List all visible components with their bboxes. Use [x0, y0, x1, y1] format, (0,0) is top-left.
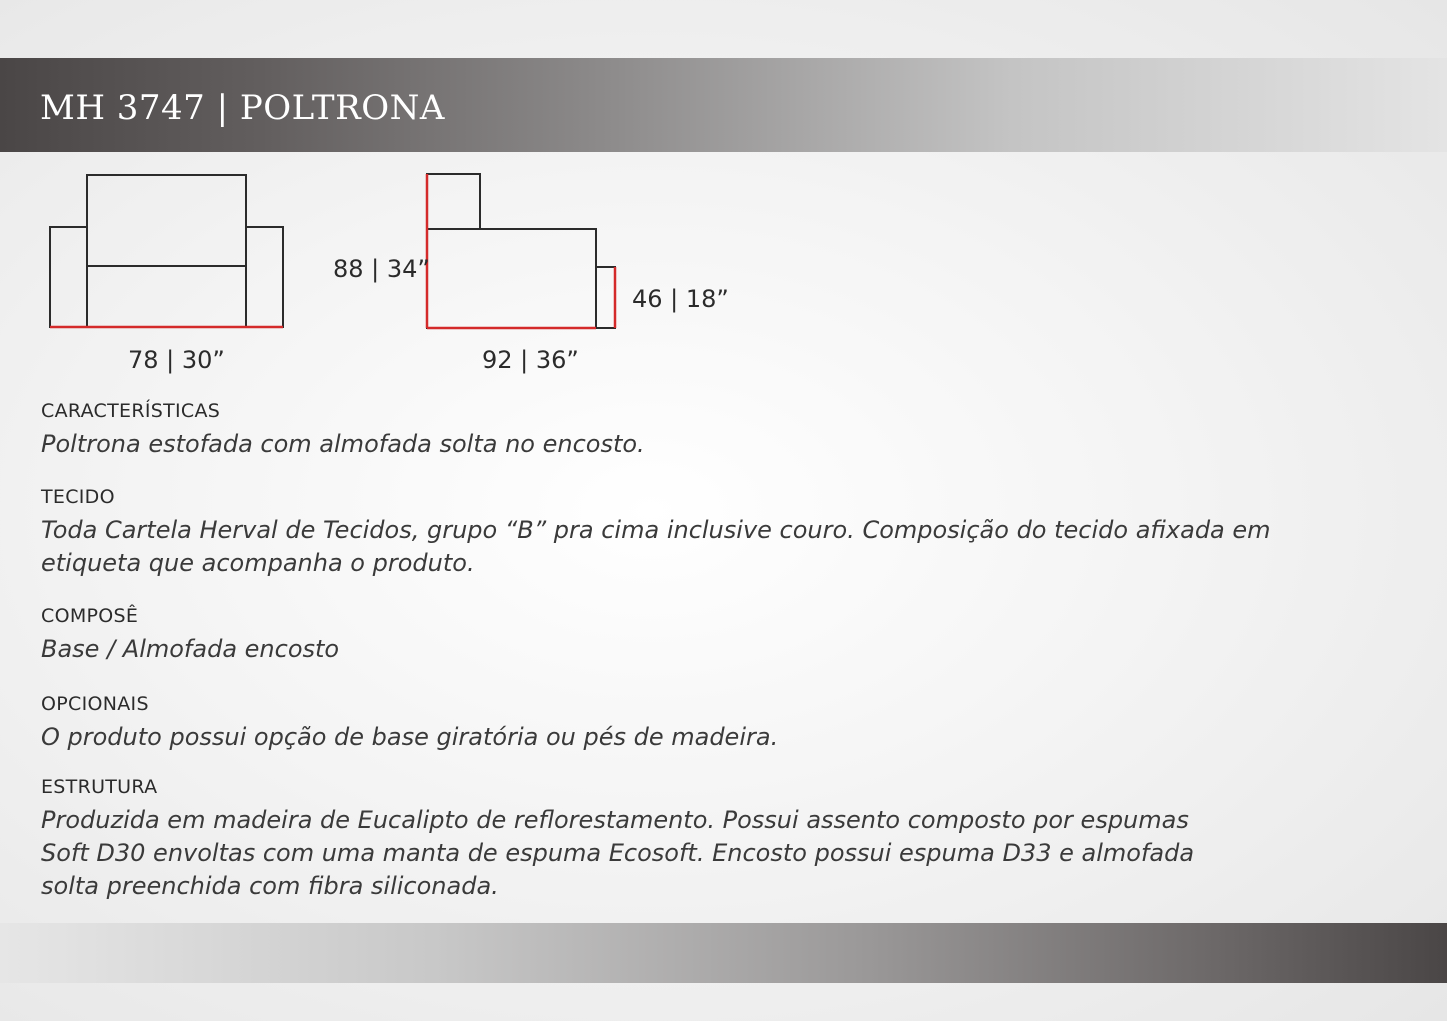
side-total-height-label: 88 | 34”	[333, 255, 430, 283]
side-body	[427, 229, 596, 328]
section-label: ESTRUTURA	[41, 776, 158, 798]
section-label: TECIDO	[41, 486, 115, 508]
front-backrest	[87, 175, 246, 266]
front-left-arm	[50, 227, 87, 327]
section-caracteristicas	[41, 399, 1291, 461]
section-compose	[41, 604, 1291, 666]
section-text: O produto possui opção de base giratória ou pés de madeira.	[41, 723, 779, 751]
page-title: MH 3747 | POLTRONA	[40, 88, 445, 128]
front-seat	[87, 266, 246, 327]
section-text: Produzida em madeira de Eucalipto de reflorestamento. Possui assento composto por espumas Soft D30 envoltas com uma manta de espuma Ecosoft. Encosto possui espuma D33 e almofada solta preenchida com fibra siliconada.	[41, 806, 1195, 900]
footer-bar	[0, 923, 1447, 983]
section-opcionais	[41, 692, 1291, 754]
section-text: Base / Almofada encosto	[41, 635, 340, 663]
section-text: Toda Cartela Herval de Tecidos, grupo “B” pra cima inclusive couro. Composição do tecido afixada em etiqueta que acompanha o produto.	[41, 516, 1271, 577]
side-depth-label: 92 | 36”	[482, 346, 579, 374]
section-label: OPCIONAIS	[41, 693, 149, 715]
side-back-cushion	[427, 174, 480, 229]
front-width-label: 78 | 30”	[128, 346, 225, 374]
side-front-arm	[596, 267, 615, 328]
side-view-diagram	[420, 165, 630, 340]
side-seat-height-label: 46 | 18”	[632, 285, 729, 313]
front-view-diagram	[40, 165, 300, 340]
section-label: CARACTERÍSTICAS	[41, 400, 221, 422]
section-tecido	[41, 485, 1291, 580]
section-label: COMPOSÊ	[41, 605, 139, 627]
front-right-arm	[246, 227, 283, 327]
section-text: Poltrona estofada com almofada solta no encosto.	[41, 430, 645, 458]
section-estrutura	[41, 775, 1211, 903]
